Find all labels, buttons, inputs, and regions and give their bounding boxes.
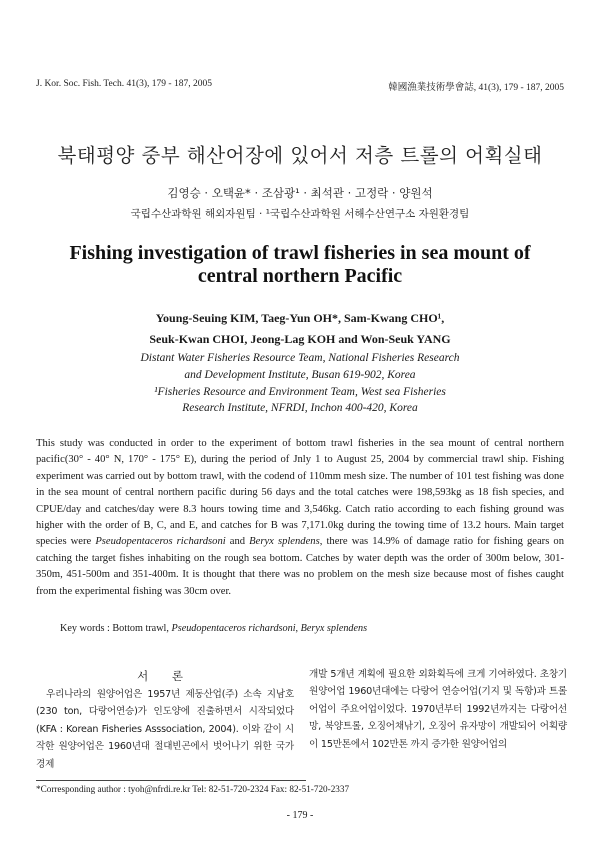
english-authors-line-1: Young-Seuing KIM, Taeg-Yun OH*, Sam-Kwang CHO¹, [155, 311, 445, 325]
keywords-separator: , [295, 623, 301, 634]
korean-affiliation: 국립수산과학원 해외자원팀 · ¹국립수산과학원 서해수산연구소 자원환경팀 [130, 208, 470, 220]
journal-header-right: 韓國漁業技術學會誌, 41(3), 179 - 187, 2005 [388, 83, 564, 93]
species-name: Beryx splendens [249, 536, 320, 548]
affiliation-line-1: Distant Water Fisheries Resource Team, National Fisheries Research [140, 352, 460, 364]
affiliation-line-4: Research Institute, NFRDI, Inchon 400-420, Korea [182, 402, 418, 414]
intro-left-column: 우리나라의 원양어업은 1957년 제동산업(주) 소속 지남호(230 ton, 다랑어연승)가 인도양에 진출하면서 시작되었다(KFA : Korean Fisheries Asssociation, 2004). 이와 같이 시작한 원양어업은 1960년대 절대빈곤에서 벗어나기 위한 국가 경제 [36, 689, 294, 770]
abstract-conjunction: and [225, 536, 250, 548]
footnote-divider [36, 780, 306, 781]
abstract [36, 436, 564, 600]
keywords-label: Key words : Bottom trawl, [60, 623, 172, 634]
korean-title: 북태평양 중부 해산어장에 있어서 저층 트롤의 어획실태 [57, 144, 543, 167]
abstract-text-1: This study was conducted in order to the experiment of bottom trawl fisheries in the sea mount of central northern pacific(30° - 40° N, 170° - 175° E), during the period of Jnly 1 to August 25, 2004 by commercial trawl ship. Fishing experiment was carried out by bottom trawl, with the codend of 110mm mesh size. The number of 101 test fishing was done in the sea mount of central northern pacific during 56 days and the total catches were 198,593kg as 18 fish species, and CPUE/day and catches/day were 8.3 hours towing time and 3,546kg. Catch ratio according to each fishing ground was higher with the order of B, C, and E, and catches for B was 7,171.0kg during the towing time of 13.2 hours. Main target species were [36, 438, 564, 548]
footnote-corresponding-author: *Corresponding author : tyoh@nfrdi.re.kr Tel: 82-51-720-2324 Fax: 82-51-720-2337 [36, 784, 350, 794]
korean-authors: 김영승 · 오택윤* · 조삼광¹ · 최석관 · 고정락 · 양원석 [167, 186, 433, 200]
species-name: Pseudopentaceros richardsoni [95, 536, 226, 548]
english-title: Fishing investigation of trawl fisheries in sea mount of central northern Pacific [69, 242, 531, 287]
affiliation-line-2: and Development Institute, Busan 619-902, Korea [184, 369, 416, 381]
section-heading-introduction: 서 론 [137, 669, 193, 683]
keyword-species: Pseudopentaceros richardsoni [171, 623, 296, 634]
affiliation-line-3: ¹Fisheries Resource and Environment Team, West sea Fisheries [154, 386, 446, 398]
abstract-text-2: , there was 14.9% of damage ratio for fishing gears on catching the target fishes inhabiting on the rough sea bottom. Catches by water depth was the order of 300m below, 301-350m, 451-500m and 351-400m. It is thought that there was no problem on the mesh size because most of fishes caught from the experimental fishing was 30cm over. [36, 536, 564, 597]
english-authors-line-2: Seuk-Kwan CHOI, Jeong-Lag KOH and Won-Seuk YANG [149, 332, 451, 346]
keywords [60, 623, 367, 634]
intro-right-column: 개발 5개년 계획에 필요한 외화획득에 크게 기여하였다. 초창기 원양어업 1960년대에는 다랑어 연승어업(기지 및 독항)과 트롤어업이 주요어업이었다. 1970년부터 1992년까지는 다랑어선망, 북양트롤, 오징어채낚기, 오징어 유자망이 개발되어 어획량이 15만톤에서 102만톤 까지 증가한 원양어업의 [309, 669, 567, 750]
journal-header-left: J. Kor. Soc. Fish. Tech. 41(3), 179 - 187, 2005 [36, 79, 212, 89]
page-number: - 179 - [286, 810, 314, 821]
keyword-species: Beryx splendens [300, 623, 368, 634]
